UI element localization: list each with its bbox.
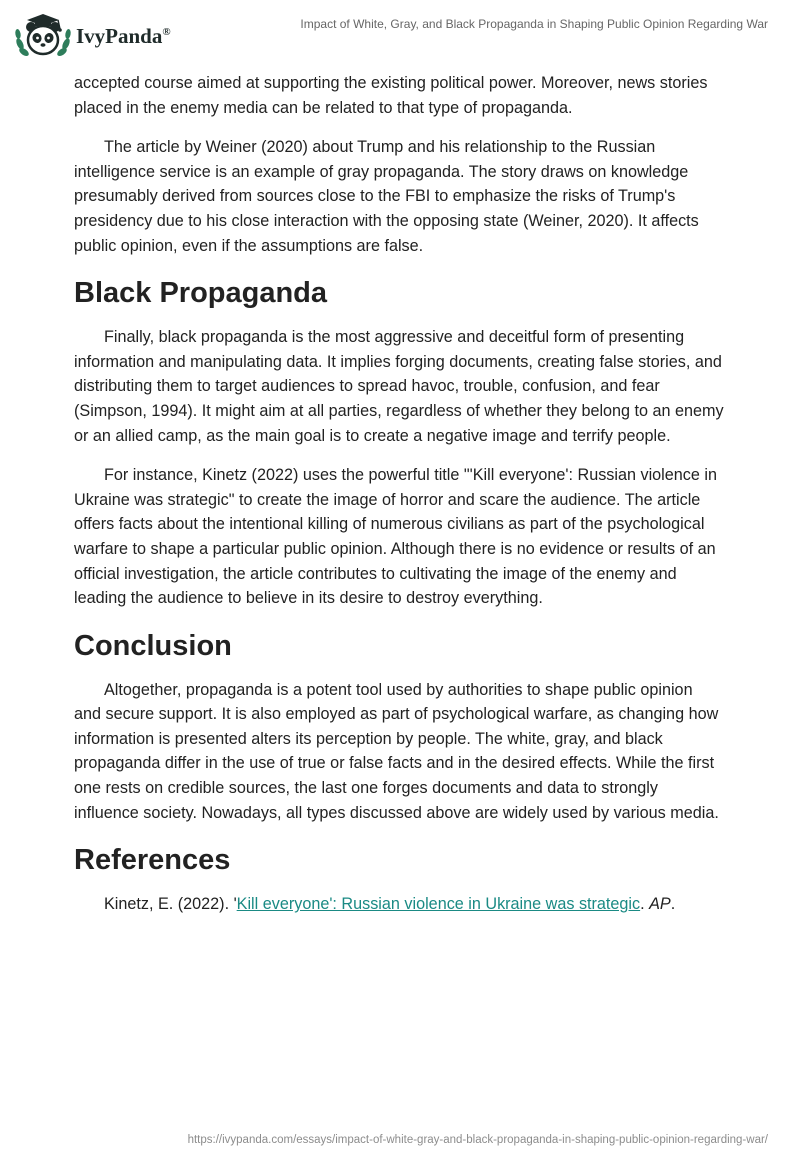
panda-graduate-icon [14, 10, 72, 58]
brand-name: IvyPanda® [76, 23, 171, 48]
essay-content [74, 71, 724, 932]
reference-link[interactable]: Kill everyone': Russian violence in Ukraine was strategic [236, 895, 641, 914]
reference-entry [74, 892, 724, 917]
reference-source: AP [649, 895, 671, 914]
reference-mid: . [640, 895, 650, 914]
ivypanda-logo[interactable] [14, 10, 171, 58]
reference-prefix: Kinetz, E. (2022). ' [104, 895, 237, 914]
paragraph: Altogether, propaganda is a potent tool used by authorities to shape public opinion and secure support. It is also employed as part of psychological warfare, as changing how information is presented alters its perception by people. The white, gray, and black propaganda differ in the use of true or false facts and in the desired effects. While the first one rests on credible sources, the last one forges documents and data to strongly influence society. Nowadays, all types discussed above are widely used by various media. [74, 680, 719, 822]
paragraph: Finally, black propaganda is the most aggressive and deceitful form of presenting information and manipulating data. It implies forging documents, creating false stories, and distributing them to target audiences to spread havoc, trouble, confusion, and fear (Simpson, 1994). It might aim at all parties, regardless of whether they belong to an enemy or an allied camp, as the main goal is to create a negative image and terrify people. [74, 328, 724, 445]
section-heading-references: References [74, 844, 231, 877]
paragraph: For instance, Kinetz (2022) uses the powerful title "'Kill everyone': Russian violence in Ukraine was strategic" to create the image of horror and scare the audience. The article offers facts about the intentional killing of numerous civilians as part of the psychological warfare to shape a particular public opinion. Although there is no evidence or results of an official investigation, the article contributes to cultivating the image of the enemy and leading the audience to believe in its desire to destroy everything. [74, 466, 717, 608]
section-heading-conclusion: Conclusion [74, 629, 232, 662]
paragraph: The article by Weiner (2020) about Trump and his relationship to the Russian intelligence service is an example of gray propaganda. The story draws on knowledge presumably derived from sources close to the FBI to emphasize the risks of Trump's presidency due to his close interaction with the opposing state (Weiner, 2020). It affects public opinion, even if the assumptions are false. [74, 138, 699, 255]
section-heading-black-propaganda: Black Propaganda [74, 277, 328, 310]
reference-suffix: . [670, 895, 676, 914]
document-title: Impact of White, Gray, and Black Propaganda in Shaping Public Opinion Regarding War [300, 17, 768, 31]
paragraph: accepted course aimed at supporting the existing political power. Moreover, news stories placed in the enemy media can be related to that type of propaganda. [74, 74, 708, 117]
page-header [0, 0, 800, 68]
footer-url: https://ivypanda.com/essays/impact-of-white-gray-and-black-propaganda-in-shaping-public-opinion-regarding-war/ [187, 1134, 768, 1146]
